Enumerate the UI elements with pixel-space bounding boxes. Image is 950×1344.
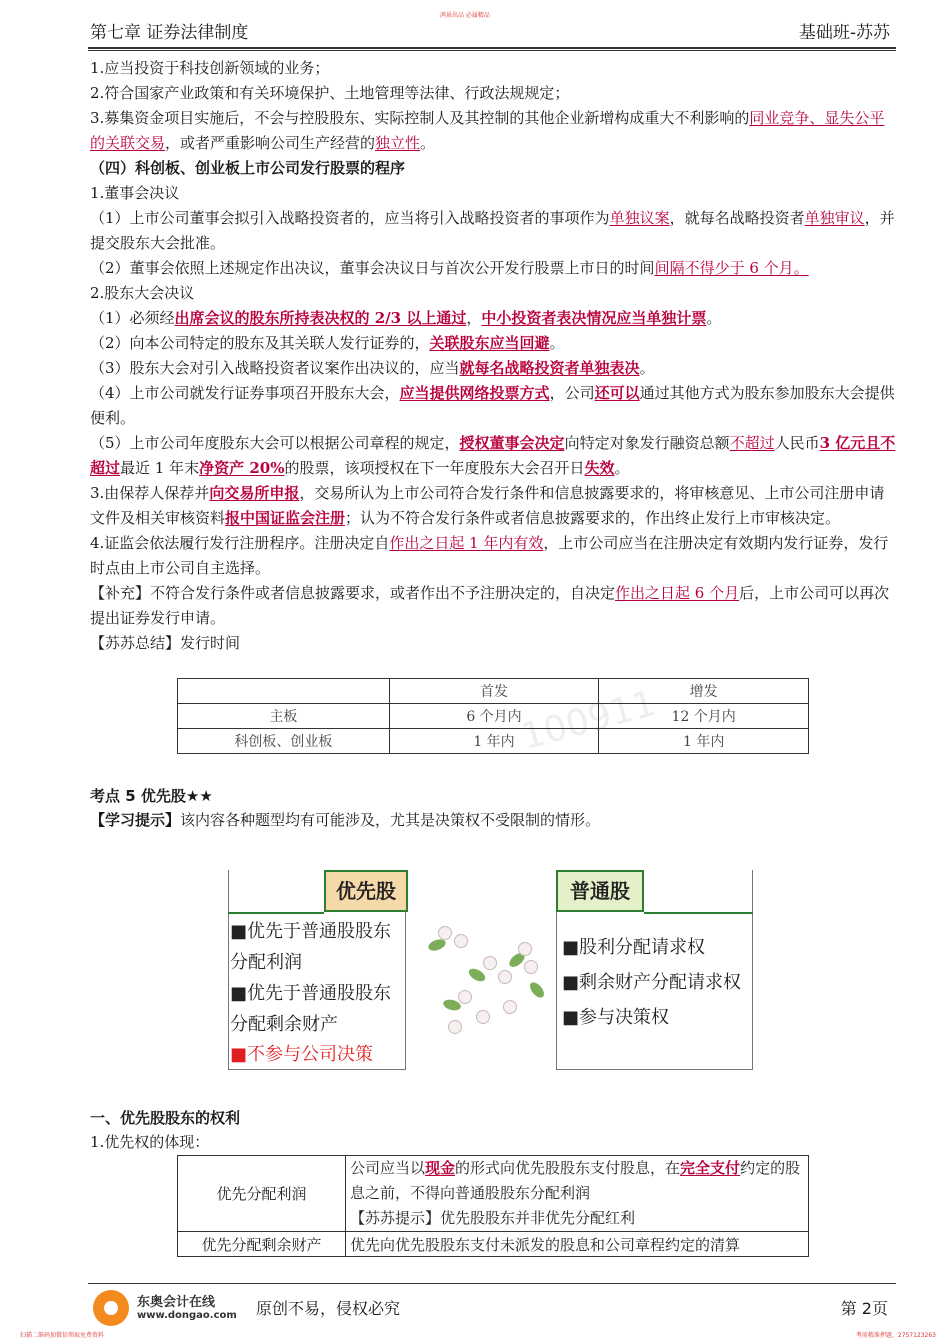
highlight: 单独议案 xyxy=(609,209,670,227)
page-number: 第 2页 xyxy=(840,1299,888,1318)
highlight: 不超过 xyxy=(729,434,775,452)
paragraph: 【苏苏总结】发行时间 xyxy=(90,634,241,652)
section-heading: （四）科创板、创业板上市公司发行股票的程序 xyxy=(90,159,406,177)
paragraph: （1）必须经出席会议的股东所持表决权的 2/3 以上通过，中小投资者表决情况应当单独计票。 xyxy=(90,309,722,327)
preferred-stock-tag: 优先股 xyxy=(324,870,408,912)
paragraph: 2.股东大会决议 xyxy=(90,284,195,302)
footer-note-right: 考前精准押题，2757123263 xyxy=(855,1332,936,1339)
paragraph: 1.优先权的体现： xyxy=(90,1133,210,1151)
table-cell: 公司应当以现金的形式向优先股股东支付股息，在完全支付约定的股息之前，不得向普通股股东分配利润 【苏苏提示】优先股股东并非优先分配红利 xyxy=(346,1156,809,1232)
chapter-title: 第七章 证券法律制度 xyxy=(90,23,249,43)
preferred-item: 分配剩余财产 xyxy=(230,1014,338,1035)
highlight: 间隔不得少于 6 个月。 xyxy=(654,259,809,277)
highlight: 同业竞争、 xyxy=(749,109,825,127)
common-item: ■股利分配请求权 xyxy=(562,937,706,958)
table-row xyxy=(178,704,809,729)
highlight: 报中国证监会注册 xyxy=(225,509,346,527)
paragraph: 3.募集资金项目实施后，不会与控股股东、实际控制人及其控制的其他企业新增构成重大不利影响的同业竞争、显失公平的关联交易，或者严重影响公司生产经营的独立性。 xyxy=(90,109,885,152)
connector-line xyxy=(644,912,753,914)
watermark: 100911 xyxy=(517,682,661,759)
table-cell: 6 个月内 xyxy=(389,704,599,729)
table-cell: 1 年内 xyxy=(599,729,809,754)
highlight: 授权董事会决定 xyxy=(459,434,565,452)
section-heading: 一、优先股股东的权利 xyxy=(90,1109,241,1127)
table-cell xyxy=(178,679,390,704)
table-cell: 优先分配剩余财产 xyxy=(178,1232,346,1257)
course-name: 基础班-苏苏 xyxy=(798,23,890,43)
copyright-slogan: 原创不易，侵权必究 xyxy=(256,1299,401,1318)
priority-rights-table xyxy=(177,1155,809,1257)
paragraph: （4）上市公司就发行证券事项召开股东大会，应当提供网络投票方式，公司还可以通过其他方式为股东参加股东大会提供便利。 xyxy=(90,384,895,427)
table-row xyxy=(178,1232,809,1257)
table-cell: 首发 xyxy=(389,679,599,704)
paragraph: 2.符合国家产业政策和有关环境保护、土地管理等法律、行政法规规定； xyxy=(90,84,570,102)
table-cell: 12 个月内 xyxy=(599,704,809,729)
paragraph: 1.董事会决议 xyxy=(90,184,180,202)
highlight: 还可以 xyxy=(594,384,640,402)
common-item: ■剩余财产分配请求权 xyxy=(562,972,742,993)
highlight: 出席会议的股东所持表决权的 2/3 以上通过 xyxy=(174,309,467,327)
common-stock-tag: 普通股 xyxy=(556,870,644,912)
table-cell: 增发 xyxy=(599,679,809,704)
study-hint: 【学习提示】该内容各种题型均有可能涉及，尤其是决策权不受限制的情形。 xyxy=(90,811,601,829)
footer-note-left: 扫描二维码加微信领取免费资料 xyxy=(20,1332,105,1339)
brand-url: www.dongao.com xyxy=(137,1310,237,1321)
main-content xyxy=(90,56,898,656)
preferred-vs-common-diagram xyxy=(228,860,758,1070)
highlight: 关联股东应当回避 xyxy=(429,334,550,352)
table-row xyxy=(178,679,809,704)
paragraph: （2）董事会依照上述规定作出决议，董事会决议日与首次公开发行股票上市日的时间间隔不得少于 6 个月。 xyxy=(90,259,809,277)
issuance-time-table xyxy=(177,678,809,754)
logo-inner xyxy=(104,1301,118,1315)
preferred-item: 分配利润 xyxy=(230,952,302,973)
highlight: 现金 xyxy=(425,1159,456,1177)
highlight: 3 亿元且不超过 xyxy=(90,434,896,477)
key-point-title: 考点 5 优先股★★ xyxy=(90,787,213,805)
highlight: 净资产 20% xyxy=(199,459,285,477)
paragraph: （3）股东大会对引入战略投资者议案作出决议的，应当就每名战略投资者单独表决。 xyxy=(90,359,655,377)
table-cell: 优先分配利润 xyxy=(178,1156,346,1232)
highlight: 应当提供网络投票方式 xyxy=(399,384,550,402)
table-row xyxy=(178,729,809,754)
table-cell: 1 年内 xyxy=(389,729,599,754)
paragraph: （2）向本公司特定的股东及其关联人发行证券的，关联股东应当回避。 xyxy=(90,334,565,352)
table-cell: 优先向优先股股东支付未派发的股息和公司章程约定的清算 xyxy=(346,1232,809,1257)
table-cell: 主板 xyxy=(178,704,390,729)
header-divider-thin xyxy=(88,50,896,51)
highlight: 作出之日起 1 年内有效 xyxy=(389,534,544,552)
paragraph: （1）上市公司董事会拟引入战略投资者的，应当将引入战略投资者的事项作为单独议案，就每名战略投资者单独审议，并提交股东大会批准。 xyxy=(90,209,895,252)
connector-line xyxy=(228,912,324,914)
preferred-item: ■优先于普通股股东 xyxy=(230,921,392,942)
highlight: 失效 xyxy=(584,459,615,477)
note: 【苏苏提示】优先股股东并非优先分配红利 xyxy=(350,1209,636,1227)
highlight: 中小投资者表决情况应当单独计票 xyxy=(481,309,707,327)
highlight: 独立性 xyxy=(375,134,421,152)
header-stamp: 鸿景出品 必属精品 xyxy=(440,12,490,19)
preferred-item-highlight: ■不参与公司决策 xyxy=(230,1044,374,1065)
highlight: 显失公平的关联交易 xyxy=(90,109,885,152)
highlight: 作出之日起 6 个月 xyxy=(615,584,740,602)
common-item: ■参与决策权 xyxy=(562,1007,670,1028)
table-row xyxy=(178,1156,809,1232)
preferred-item: ■优先于普通股股东 xyxy=(230,983,392,1004)
brand-name: 东奥会计在线 xyxy=(137,1295,216,1310)
paragraph: 【补充】不符合发行条件或者信息披露要求，或者作出不予注册决定的，自决定作出之日起 6 个月后，上市公司可以再次提出证券发行申请。 xyxy=(90,584,890,627)
table-cell: 科创板、创业板 xyxy=(178,729,390,754)
highlight: 就每名战略投资者单独表决 xyxy=(459,359,640,377)
paragraph: 4.证监会依法履行发行注册程序。注册决定自作出之日起 1 年内有效，上市公司应当在注册决定有效期内发行证券，发行时点由上市公司自主选择。 xyxy=(90,534,889,577)
highlight: 单独审议 xyxy=(804,209,865,227)
paragraph: 1.应当投资于科技创新领域的业务； xyxy=(90,59,330,77)
paragraph: 3.由保荐人保荐并向交易所申报，交易所认为上市公司符合发行条件和信息披露要求的，将审核意见、上市公司注册申请文件及相关审核资料报中国证监会注册；认为不符合发行条件或者信息披露要求的，作出终止发行上市审核决定。 xyxy=(90,484,885,527)
highlight: 完全支付 xyxy=(680,1159,741,1177)
footer-divider xyxy=(88,1283,896,1284)
header-divider xyxy=(88,47,896,49)
highlight: 向交易所申报 xyxy=(209,484,300,502)
paragraph: （5）上市公司年度股东大会可以根据公司章程的规定，授权董事会决定向特定对象发行融资总额不超过人民币3 亿元且不超过最近 1 年末净资产 20%的股票，该项授权在下一年度股东大会召开日失效。 xyxy=(90,434,896,477)
